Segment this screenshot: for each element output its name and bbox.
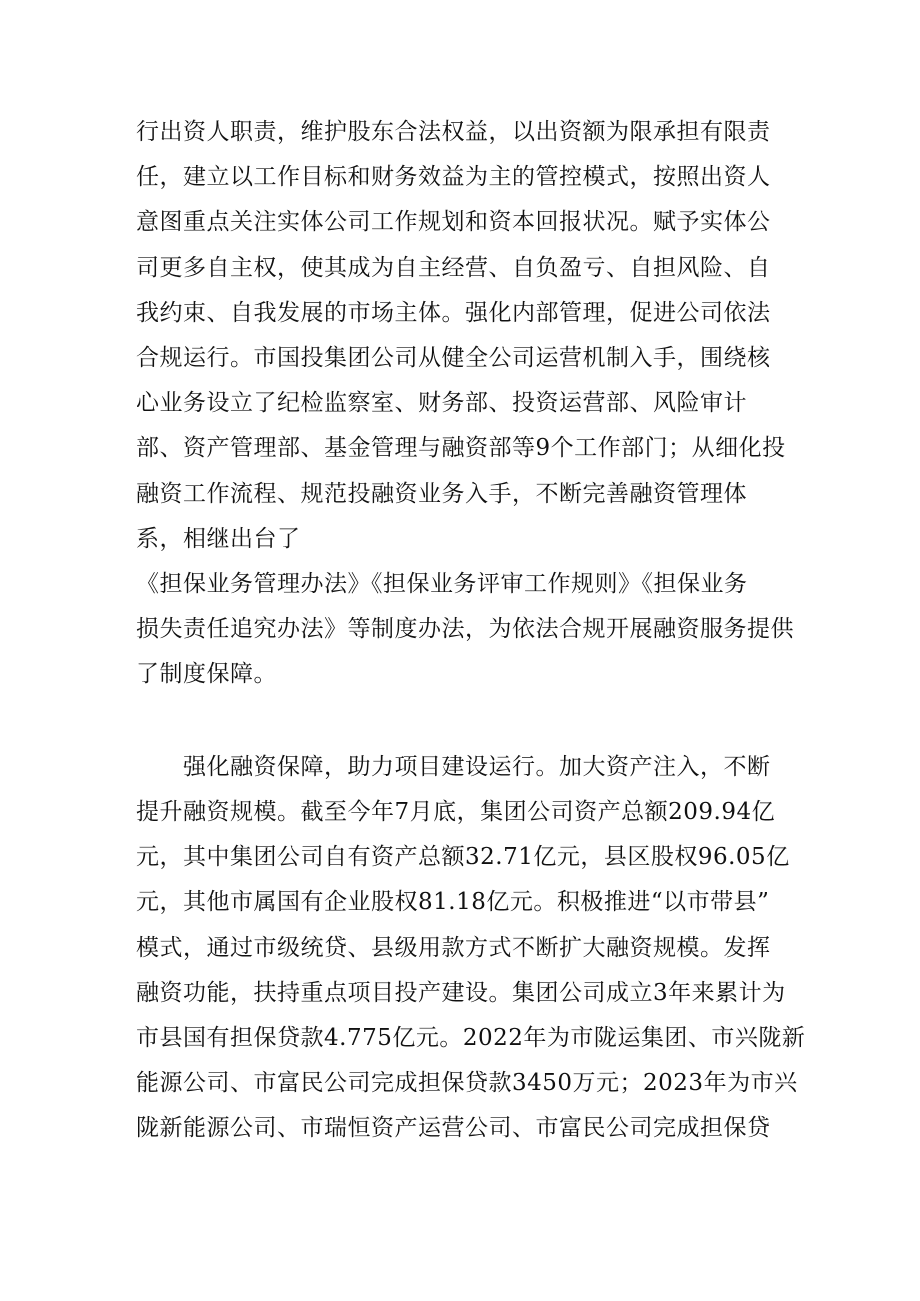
text-line: 融资功能，扶持重点项目投产建设。集团公司成立3年来累计为	[136, 980, 786, 1006]
text-line: 行出资人职责，维护股东合法权益，以出资额为限承担有限责	[136, 119, 771, 145]
text-line: 《担保业务管理办法》《担保业务评审工作规则》《担保业务	[136, 571, 748, 597]
text-line: 提升融资规模。截至今年7月底，集团公司资产总额209.94亿	[136, 799, 776, 825]
text-line: 部、资产管理部、基金管理与融资部等9个工作部门；从细化投	[136, 435, 786, 461]
text-line: 元，其他市属国有企业股权81.18亿元。积极推进“以市带县”	[136, 889, 770, 915]
text-line: 陇新能源公司、市瑞恒资产运营公司、市富民公司完成担保贷	[136, 1115, 771, 1141]
text-line: 司更多自主权，使其成为自主经营、自负盈亏、自担风险、自	[136, 255, 771, 281]
text-line: 损失责任追究办法》等制度办法，为依法合规开展融资服务提供	[136, 616, 794, 642]
text-line: 模式，通过市级统贷、县级用款方式不断扩大融资规模。发挥	[136, 935, 771, 961]
text-line: 能源公司、市富民公司完成担保贷款3450万元；2023年为市兴	[136, 1070, 798, 1096]
text-line: 融资工作流程、规范投融资业务入手，不断完善融资管理体	[136, 481, 747, 507]
text-line: 任，建立以工作目标和财务效益为主的管控模式，按照出资人	[136, 164, 771, 190]
text-line: 我约束、自我发展的市场主体。强化内部管理，促进公司依法	[136, 300, 771, 326]
text-line: 系，相继出台了	[136, 526, 301, 552]
text-line: 心业务设立了纪检监察室、财务部、投资运营部、风险审计	[136, 390, 747, 416]
text-line: 强化融资保障，助力项目建设运行。加大资产注入，不断	[183, 754, 771, 780]
text-line: 了制度保障。	[136, 661, 277, 687]
text-line: 合规运行。市国投集团公司从健全公司运营机制入手，围绕核	[136, 345, 771, 371]
text-line: 市县国有担保贷款4.775亿元。2022年为市陇运集团、市兴陇新	[136, 1025, 806, 1051]
text-line: 元，其中集团公司自有资产总额32.71亿元，县区股权96.05亿	[136, 844, 790, 870]
text-line: 意图重点关注实体公司工作规划和资本回报状况。赋予实体公	[136, 209, 771, 235]
